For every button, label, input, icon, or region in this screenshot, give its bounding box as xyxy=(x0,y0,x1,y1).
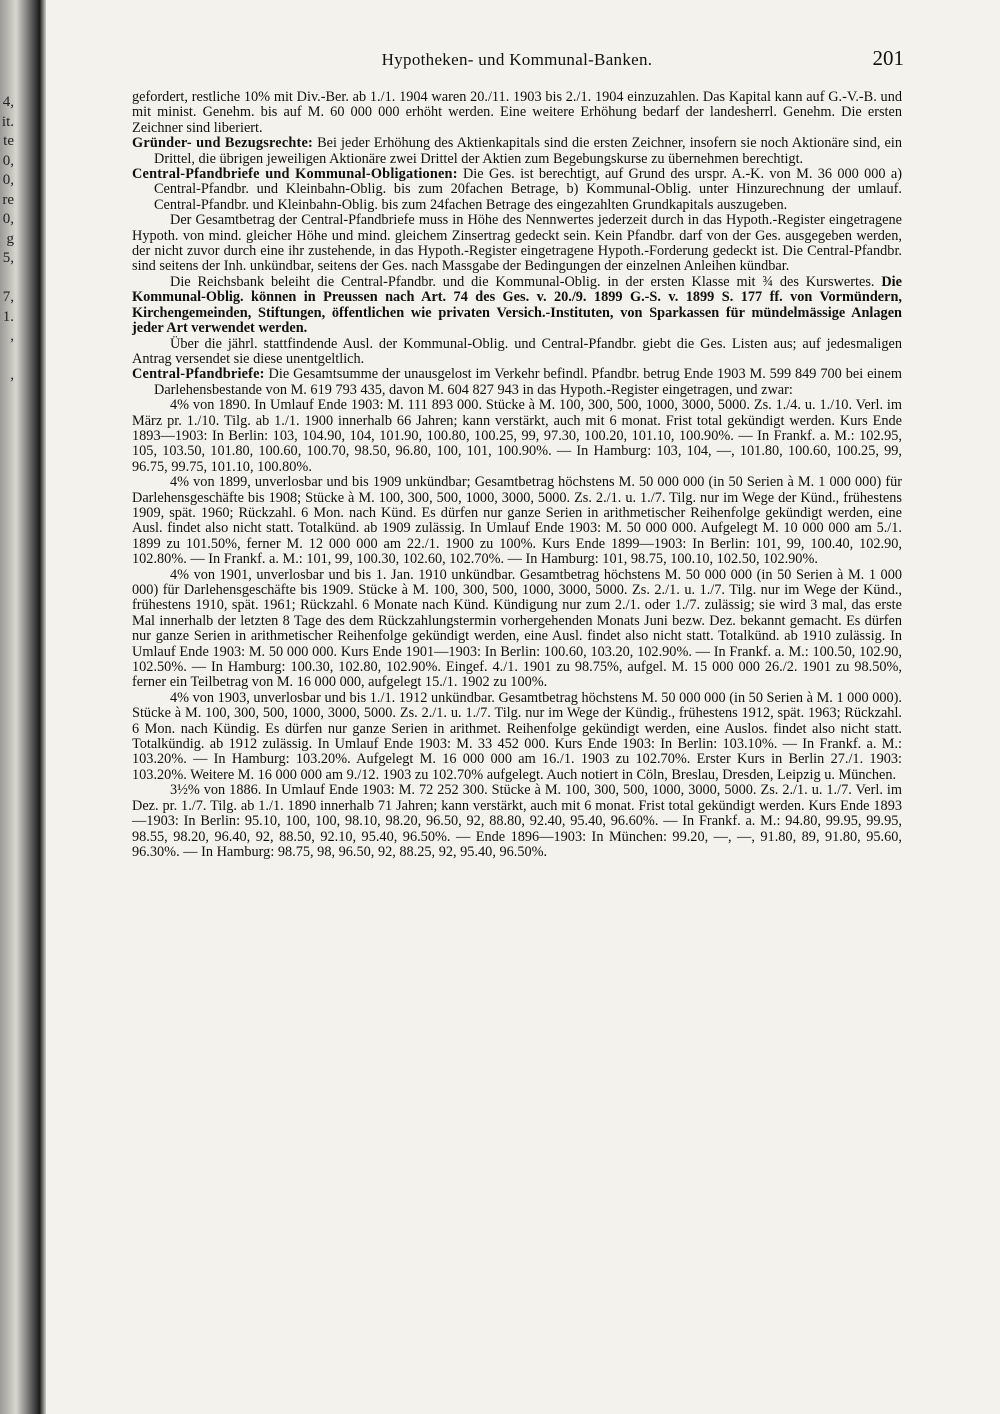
margin-fragment xyxy=(0,268,14,288)
section-heading-central-pfandbriefe: Central-Pfandbriefe: xyxy=(132,366,265,383)
paragraph-issue-1886: 3½% von 1886. In Umlauf Ende 1903: M. 72 252 300. Stücke à M. 100, 300, 500, 1000, 3000, 5000. Zs. 2./1. u. 1./7. Verl. im Dez. pr. 1./7. Tilg. ab 1./1. 1890 innerhalb 71 Jahren; kann verstärkt, auch mit 6 monat. Frist total gekündigt werden. Kurs Ende 1893—1903: In Berlin: 95.10, 100, 100, 98.10, 98.20, 96.50, 92, 88.80, 92.40, 95.40, 96.60%. — In Frankf. a. M.: 94.80, 99.95, 99.95, 98.55, 98.20, 96.40, 92, 88.50, 92.10, 95.40, 96.50%. — Ende 1896—1903: In München: 99.20, —, —, 91.80, 89, 91.80, 95.60, 96.30%. — In Hamburg: 98.75, 98, 96.50, 92, 88.25, 92, 95.40, 96.50%. xyxy=(132,782,902,860)
running-title: Hypotheken- und Kommunal-Banken. xyxy=(381,50,653,69)
margin-fragment: re xyxy=(2,191,14,208)
margin-fragment: 0, xyxy=(2,172,14,188)
margin-fragment xyxy=(0,346,14,366)
paragraph-issue-1903: 4% von 1903, unverlosbar und bis 1./1. 1912 unkündbar. Gesamtbetrag höchstens M. 50 000 000 (in 50 Serien à M. 1 000 000). Stücke à M. 100, 300, 500, 1000, 3000, 5000. Zs. 2./1. u. 1./7. Tilg. nur im Wege der Kündig., frühestens 1912, spät. 1963; Rückzahl. 6 Mon. nach Kündig. Es dürfen nur ganze Serien in arithmet. Reihenfolge gekündigt werden, eine Auslos. findet also nicht statt. Totalkündig. ab 1912 zulässig. In Umlauf Ende 1903: M. 33 452 000. Kurs Ende 1903: In Berlin: 103.10%. — In Frankf. a. M.: 103.20%. — In Hamburg: 103.20%. Aufgelegt M. 16 000 000 am 16./1. 1903 zu 102.70%. Erster Kurs in Berlin 27./1. 1903: 103.20%. Weitere M. 16 000 000 am 9./12. 1903 zu 102.70% aufgelegt. Auch notiert in Cöln, Breslau, Dresden, Leipzig u. München. xyxy=(132,689,902,783)
margin-fragment: , xyxy=(10,328,14,344)
paragraph-reichsbank xyxy=(132,275,902,337)
margin-fragment xyxy=(0,385,14,405)
margin-fragment: 4, xyxy=(2,94,14,110)
margin-fragment: 7, xyxy=(2,289,14,305)
margin-fragment: 1. xyxy=(2,308,14,325)
paragraph-drawing-lists: Über die jährl. stattfindende Ausl. der Kommunal-Oblig. und Central-Pfandbr. giebt die Ges. Listen aus; auf jedesmaligen Antrag versendet sie diese unentgeltlich. xyxy=(132,335,902,367)
founder-rights-text: Bei jeder Erhöhung des Aktienkapitals sind die ersten Zeichner, insofern sie noch Aktionäre sind, ein Drittel, die übrigen jeweiligen Aktionäre zwei Drittel der Aktien zum Begebungskurse zu übernehmen berechtigt. xyxy=(154,135,902,167)
paragraph-issue-1890: 4% von 1890. In Umlauf Ende 1903: M. 111 893 000. Stücke à M. 100, 300, 500, 1000, 3000, 5000. Zs. 1./4. u. 1./10. Verl. im März pr. 1./10. Tilg. ab 1./1. 1900 innerhalb 66 Jahren; kann verstärkt, auch mit 6 monat. Frist total gekündigt werden. Kurs Ende 1893—1903: In Berlin: 103, 104.90, 104, 101.90, 100.80, 100.25, 99, 97.30, 100.20, 101.10, 100.90%. — In Frankf. a. M.: 102.95, 105, 103.50, 101.80, 100.60, 100.70, 98.50, 96.80, 100, 101, 100.90%. — In Hamburg: 103, 104, —, 101.80, 100.60, 100.25, 99, 96.75, 99.75, 101.10, 100.80%. xyxy=(132,397,902,475)
page-header xyxy=(130,46,904,76)
paragraph-pfandbriefe-obligations xyxy=(132,166,902,213)
page-number: 201 xyxy=(872,46,904,70)
paragraph-issue-1901: 4% von 1901, unverlosbar und bis 1. Jan. 1910 unkündbar. Gesamtbetrag höchstens M. 50 000 000 (in 50 Serien à M. 1 000 000) für Darlehensgeschäfte bis 1909. Stücke à M. 100, 300, 500, 1000, 3000, 5000. Zs. 2./1. u. 1./7. Tilg. nur im Wege der Künd., frühestens 1910, spät. 1961; Rückzahl. 6 Monate nach Künd. Kündigung nur zum 2./1. oder 1./7. zulässig; sie wird 3 mal, das erste Mal innerhalb der letzten 8 Tage des dem Rückzahlungstermin vorhergehenden Monats Juni bezw. Dez. bekannt gemacht. Es dürfen nur ganze Serien in arithmetischer Reihenfolge gekündigt werden, eine Ausl. findet also nicht statt. Totalkünd. ab 1910 zulässig. In Umlauf Ende 1903: M. 50 000 000. Kurs Ende 1901—1903: In Berlin: 100.60, 103.20, 102.90%. — In Frankf. a. M.: 100.50, 102.90, 102.50%. — In Hamburg: 100.30, 102.80, 102.90%. Eingef. 4./1. 1901 zu 98.75%, aufgel. M. 15 000 000 26./2. 1901 zu 98.50%, ferner ein Teilbetrag von M. 16 000 000, aufgelegt 15./1. 1902 zu 100%. xyxy=(132,566,902,691)
paragraph-central-pfandbriefe xyxy=(132,366,902,398)
paragraph-coverage: Der Gesamtbetrag der Central-Pfandbriefe muss in Höhe des Nennwertes jederzeit durch in das Hypoth.-Register eingetragene Hypoth. von mind. gleicher Höhe und mind. gleichem Zinsertrag gedeckt sein. Kein Pfandbr. darf von der Ges. ausgegeben werden, der nicht zuvor durch eine ihr zustehende, in das Hypoth.-Register eingetragene Hypoth.-Forderung gedeckt ist. Die Central-Pfandbr. sind seitens der Inh. unkündbar, seitens der Ges. nach Massgabe der Bedingungen der einzelnen Anleihen kündbar. xyxy=(132,212,902,275)
margin-fragment: 0, xyxy=(2,152,14,169)
left-margin-fragments xyxy=(0,92,14,404)
page-body xyxy=(132,90,902,860)
section-heading-pfandbriefe-obligations: Central-Pfandbriefe und Kommunal-Obligationen: xyxy=(132,166,458,183)
pfandbriefe-obligations-text: Die Ges. ist berechtigt, auf Grund des urspr. A.-K. von M. 36 000 000 a) Central-Pfandbr. und Kleinbahn-Oblig. bis zum 20fachen Betrage, b) Kommunal-Oblig. unter Hinzurechnung der umlauf. Central-Pfandbr. und Kleinbahn-Oblig. bis zum 24fachen Betrage des eingezahlten Grundkapitals auszugeben. xyxy=(154,166,902,213)
reichsbank-text: Die Reichsbank beleiht die Central-Pfandbr. und die Kommunal-Oblig. in der ersten Klasse mit ¾ des Kurswertes. xyxy=(170,273,882,290)
section-heading-founder-rights: Gründer- und Bezugsrechte: xyxy=(132,135,313,152)
margin-fragment: te xyxy=(3,133,14,149)
margin-fragment: 0, xyxy=(2,211,14,227)
margin-fragment: , xyxy=(10,367,14,383)
margin-fragment: g xyxy=(6,230,14,247)
central-pfandbriefe-text: Die Gesamtsumme der unausgelost im Verkehr befindl. Pfandbr. betrug Ende 1903 M. 599 849 700 bei einem Darlehensbestande von M. 619 793 435, davon M. 604 827 943 in das Hypoth.-Register eingetragen, und zwar: xyxy=(154,366,902,398)
paragraph-capital-increase: gefordert, restliche 10% mit Div.-Ber. ab 1./1. 1904 waren 20./11. 1903 bis 2./1. 1904 einzuzahlen. Das Kapital kann auf G.-V.-B. und mit minist. Genehm. bis auf M. 60 000 000 erhöht werden. Eine weitere Erhöhung bedarf der landesherrl. Genehm. Die ersten Zeichner sind liberiert. xyxy=(132,89,902,136)
margin-fragment: 5, xyxy=(2,250,14,266)
paragraph-founder-rights xyxy=(132,135,902,167)
trustee-investment-text: Die Kommunal-Oblig. können in Preussen nach Art. 74 des Ges. v. 20./9. 1899 G.-S. v. 1899 S. 177 ff. von Vormündern, Kirchengemeinden, Stiftungen, öffentlichen wie privaten Versich.-Instituten, von Sparkassen für mündelmässige Anlagen jeder Art verwendet werden. xyxy=(132,273,902,337)
paragraph-issue-1899: 4% von 1899, unverlosbar und bis 1909 unkündbar; Gesamtbetrag höchstens M. 50 000 000 (in 50 Serien à M. 1 000 000) für Darlehensgeschäfte bis 1908; Stücke à M. 100, 300, 500, 1000, 3000, 5000. Zs. 2./1. u. 1./7. Tilg. nur im Wege der Künd., frühestens 1909, spät. 1960; Rückzahl. 6 Mon. nach Künd. Es dürfen nur ganze Serien in arithmetischer Reihenfolge gekündigt werden, eine Ausl. findet also nicht statt. Totalkünd. ab 1909 zulässig. In Umlauf Ende 1903: M. 50 000 000. Aufgelegt M. 10 000 000 am 5./1. 1899 zu 101.50%, ferner M. 12 000 000 am 22./1. 1900 zu 100%. Kurs Ende 1899—1903: In Berlin: 101, 99, 100.40, 102.90, 102.80%. — In Frankf. a. M.: 101, 99, 100.30, 102.60, 102.70%. — In Hamburg: 101, 98.75, 100.10, 102.50, 102.90%. xyxy=(132,474,902,568)
margin-fragment: it. xyxy=(1,113,14,130)
